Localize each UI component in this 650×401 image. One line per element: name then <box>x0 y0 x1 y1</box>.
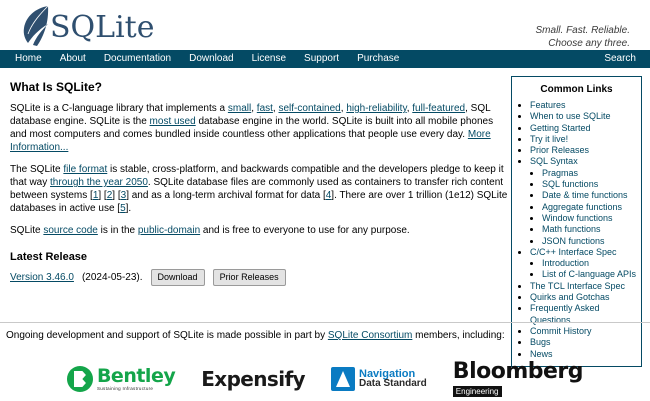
sidebar-link-math-functions[interactable]: Math functions <box>542 224 601 235</box>
sidebar-item-try-it-live[interactable] <box>530 134 637 145</box>
p1-text-d: , <box>340 103 347 114</box>
sidebar-link-list-of-c-apis[interactable]: List of C-language APIs <box>542 269 637 280</box>
page-title: What Is SQLite? <box>10 80 103 94</box>
sidebar-link-tcl-interface-spec[interactable]: The TCL Interface Spec <box>530 280 626 291</box>
p2-text-b: is stable, cross-platform, and backwards compatible and the developers pledge to keep it that way <box>10 164 504 188</box>
sidebar-link-introduction[interactable]: Introduction <box>542 258 590 269</box>
prior-releases-button[interactable]: Prior Releases <box>213 269 286 286</box>
intro-paragraph <box>10 102 511 154</box>
ref-link-3[interactable]: 3 <box>120 190 127 201</box>
sidebar-link-quirks-and-gotchas[interactable]: Quirks and Gotchas <box>530 292 610 303</box>
link-more-information[interactable]: More Information... <box>10 129 491 153</box>
link-public-domain[interactable]: public-domain <box>137 225 201 236</box>
sidebar-item-aggregate-functions[interactable] <box>542 202 637 213</box>
sidebar-item-features[interactable] <box>530 100 637 111</box>
main-column <box>6 80 511 286</box>
public-domain-paragraph <box>10 224 511 237</box>
sidebar-link-bugs[interactable]: Bugs <box>530 337 551 348</box>
link-fast[interactable]: fast <box>256 103 273 114</box>
sidebar-item-introduction[interactable] <box>542 258 637 269</box>
nav-item-license[interactable]: License <box>251 53 287 64</box>
ref-link-2[interactable]: 2 <box>106 190 113 201</box>
link-small[interactable]: small <box>227 103 252 114</box>
p1-text-g: database engine in the world. SQLite is built into all mobile phones and most computers and comes bundled inside countless other applications that people use every day. <box>10 116 494 140</box>
p1-text-b: , <box>251 103 257 114</box>
sponsor-bentley[interactable] <box>67 366 175 392</box>
sidebar-item-bugs[interactable] <box>530 337 637 348</box>
site-header <box>0 0 650 50</box>
p3-text-a: SQLite <box>10 225 44 236</box>
navigation-name: Navigation <box>359 368 416 380</box>
file-format-paragraph <box>10 163 511 215</box>
sidebar-link-getting-started[interactable]: Getting Started <box>530 122 591 133</box>
sidebar-link-commit-history[interactable]: Commit History <box>530 325 592 336</box>
navigation-wordmark <box>359 369 427 389</box>
sponsor-expensify[interactable] <box>201 367 305 391</box>
link-full-featured[interactable]: full-featured <box>412 103 466 114</box>
p2-text-g: ]. There are over 1 trillion (1e12) SQLite databases in active use [ <box>10 190 508 214</box>
sidebar-item-tcl-interface-spec[interactable] <box>530 281 637 292</box>
sqlite-feather-icon <box>18 4 52 46</box>
ref-link-4[interactable]: 4 <box>325 190 332 201</box>
release-date: (2024-05-23). <box>81 272 143 283</box>
sponsor-bloomberg[interactable] <box>453 361 583 397</box>
latest-release-row <box>10 269 511 286</box>
sidebar-item-prior-releases[interactable] <box>530 145 637 156</box>
nav-item-support[interactable]: Support <box>304 53 340 64</box>
sidebar-link-date-time-functions[interactable]: Date & time functions <box>542 190 628 201</box>
site-logo-text: SQLite <box>50 10 155 45</box>
p1-text-e: , <box>406 103 413 114</box>
common-links-panel <box>511 76 642 367</box>
nav-item-download[interactable]: Download <box>189 53 234 64</box>
link-file-format[interactable]: file format <box>63 164 108 175</box>
link-high-reliability[interactable]: high-reliability <box>346 103 407 114</box>
navigation-sub: Data Standard <box>359 378 427 389</box>
p2-text-d: ] [ <box>98 190 107 201</box>
link-sqlite-consortium[interactable]: SQLite Consortium <box>327 330 413 341</box>
p3-text-c: and is free to everyone to use for any purpose. <box>200 225 410 236</box>
sidebar-item-json-functions[interactable] <box>542 236 637 247</box>
bentley-name: Bentley <box>96 364 176 387</box>
sidebar-item-when-to-use[interactable] <box>530 111 637 122</box>
p2-text-f: ] and as a long-term archival format for data [ <box>126 190 326 201</box>
sponsor-logos <box>0 358 650 400</box>
p1-text-f: , SQL database engine. SQLite is the <box>10 103 491 127</box>
p1-text-a: SQLite is a C-language library that implements a <box>10 103 228 114</box>
site-tagline <box>536 24 630 50</box>
nav-item-purchase[interactable]: Purchase <box>357 53 400 64</box>
footer-text-a: Ongoing development and support of SQLite is made possible in part by <box>6 330 328 341</box>
footer-text-b: members, including: <box>412 330 505 341</box>
nav-search-link[interactable]: Search <box>604 53 636 64</box>
sidebar-link-try-it-live[interactable]: Try it live! <box>530 133 569 144</box>
nav-item-documentation[interactable]: Documentation <box>103 53 172 64</box>
link-through-2050[interactable]: through the year 2050 <box>50 177 148 188</box>
tagline-line-2: Choose any three. <box>548 38 630 49</box>
sql-syntax-sublist <box>530 168 637 247</box>
sidebar-link-json-functions[interactable]: JSON functions <box>542 235 605 246</box>
ref-link-1[interactable]: 1 <box>92 190 99 201</box>
bentley-logo-icon <box>67 366 93 392</box>
sidebar-link-c-cpp-interface-spec[interactable]: C/C++ Interface Spec <box>530 246 617 257</box>
sidebar-link-pragmas[interactable]: Pragmas <box>542 167 579 178</box>
sidebar-item-list-of-c-apis[interactable] <box>542 269 637 280</box>
p1-text-c: , <box>272 103 279 114</box>
latest-release-heading: Latest Release <box>10 251 88 263</box>
common-links-title: Common Links <box>540 84 613 95</box>
nav-item-about[interactable]: About <box>59 53 86 64</box>
link-most-used[interactable]: most used <box>149 116 196 127</box>
main-navigation <box>0 50 650 68</box>
release-version-link[interactable]: Version 3.46.0 <box>10 272 74 283</box>
p2-text-a: The SQLite <box>10 164 64 175</box>
sidebar-item-date-time-functions[interactable] <box>542 190 637 201</box>
p2-text-c: . SQLite database files are commonly used as containers to transfer rich content between systems [ <box>10 177 504 201</box>
nav-item-home[interactable]: Home <box>15 53 42 64</box>
p3-text-b: is in the <box>97 225 138 236</box>
download-button[interactable]: Download <box>151 269 205 286</box>
sidebar-link-window-functions[interactable]: Window functions <box>542 212 613 223</box>
bentley-wordmark <box>96 364 176 392</box>
link-source-code[interactable]: source code <box>43 225 98 236</box>
common-links-list <box>516 100 637 360</box>
expensify-name: Expensify <box>201 367 305 391</box>
sidebar-item-window-functions[interactable] <box>542 213 637 224</box>
site-logo[interactable] <box>18 4 154 46</box>
sidebar-item-getting-started[interactable] <box>530 123 637 134</box>
sidebar-link-news[interactable]: News <box>530 348 553 359</box>
sidebar-item-math-functions[interactable] <box>542 224 637 235</box>
sidebar-link-prior-releases[interactable]: Prior Releases <box>530 145 590 156</box>
sidebar-link-aggregate-functions[interactable]: Aggregate functions <box>542 201 623 212</box>
sidebar-item-pragmas[interactable] <box>542 168 637 179</box>
bloomberg-sub: Engineering <box>453 386 502 397</box>
p2-text-e: ] [ <box>112 190 121 201</box>
p2-text-h: ]. <box>125 203 132 214</box>
ref-link-5[interactable]: 5 <box>120 203 126 214</box>
sidebar-link-sql-syntax[interactable]: SQL Syntax <box>530 156 578 167</box>
sidebar-item-quirks-and-gotchas[interactable] <box>530 292 637 303</box>
footer-sponsor-note <box>6 330 505 341</box>
sidebar-item-sql-syntax[interactable] <box>530 156 637 246</box>
sidebar-link-faq[interactable]: Frequently Asked Questions <box>530 303 600 325</box>
bentley-tagline: Sustaining Infrastructure <box>96 385 154 391</box>
navigation-data-standard-logo-icon <box>331 367 355 391</box>
sidebar-item-commit-history[interactable] <box>530 326 637 337</box>
sponsor-navigation-data-standard[interactable] <box>331 367 427 391</box>
c-cpp-sublist <box>530 258 637 281</box>
sidebar-link-sql-functions[interactable]: SQL functions <box>542 179 599 190</box>
link-self-contained[interactable]: self-contained <box>278 103 341 114</box>
sidebar-item-c-cpp-interface-spec[interactable] <box>530 247 637 281</box>
tagline-line-1: Small. Fast. Reliable. <box>535 25 630 36</box>
bloomberg-name: Bloomberg <box>452 359 584 384</box>
sidebar-link-when-to-use[interactable]: When to use SQLite <box>530 111 611 122</box>
footer-divider <box>0 322 650 323</box>
sidebar-item-sql-functions[interactable] <box>542 179 637 190</box>
sidebar-link-features[interactable]: Features <box>530 100 566 110</box>
